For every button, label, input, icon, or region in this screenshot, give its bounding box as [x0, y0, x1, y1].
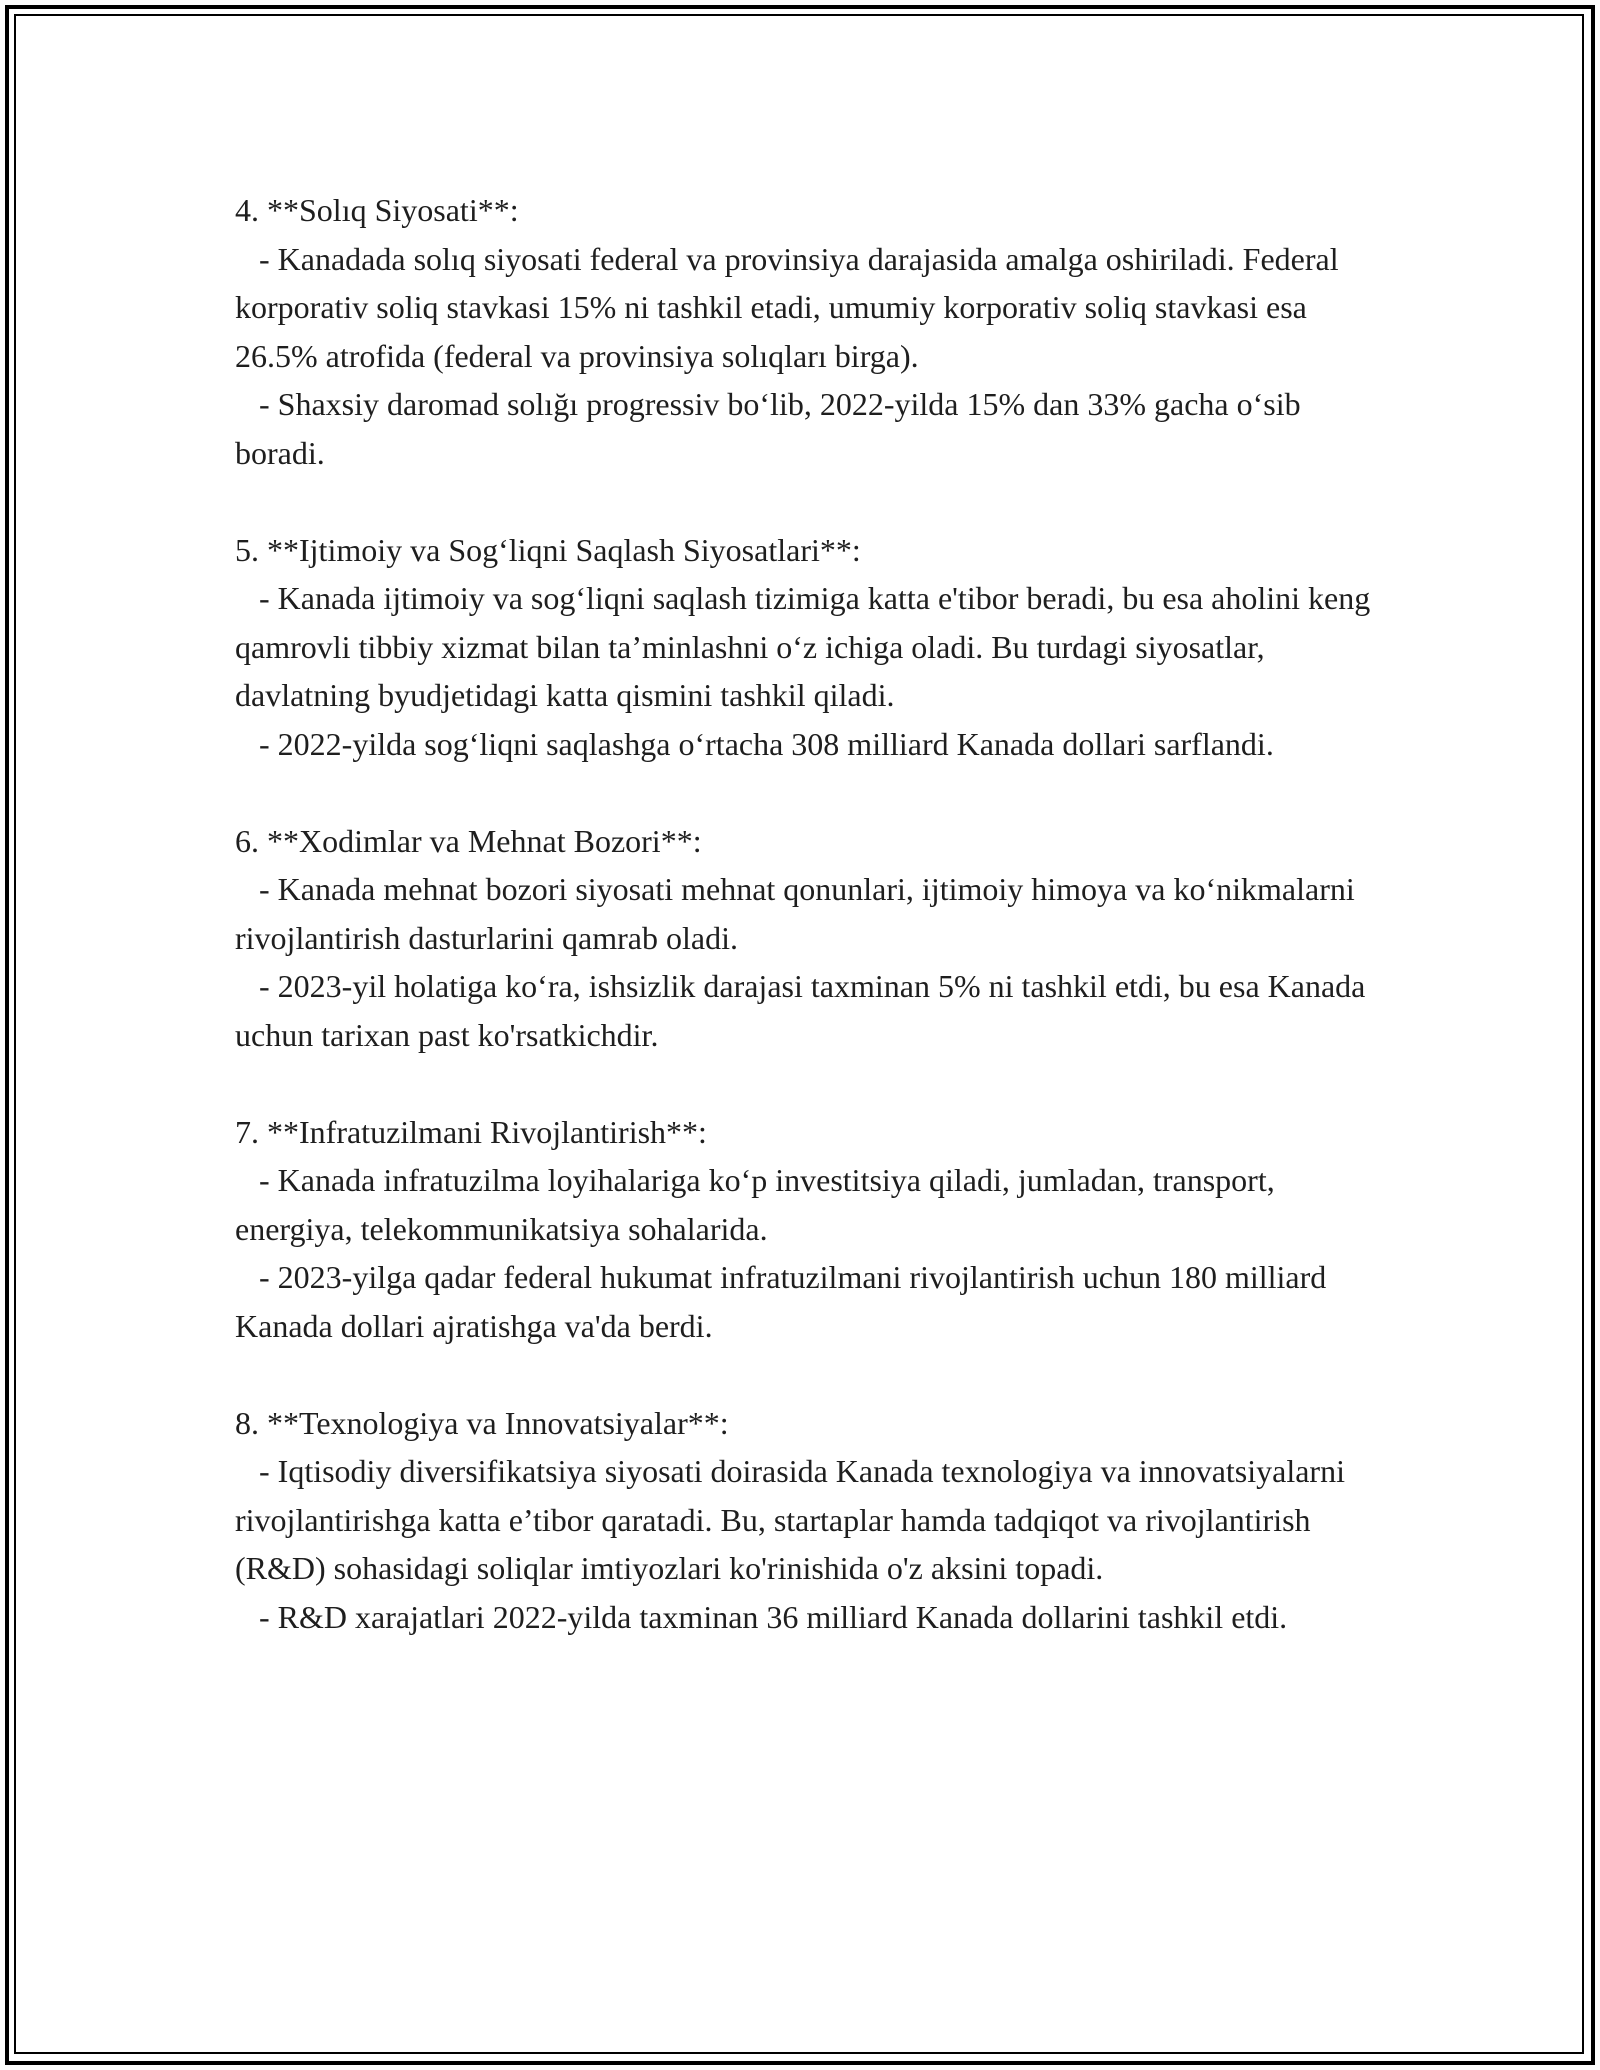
section-heading: 8. **Texnologiya va Innovatsiyalar**: — [235, 1404, 729, 1441]
section-paragraph: - Iqtisodiy diversifikatsiya siyosati doirasida Kanada texnologiya va innovatsiyalarni rivojlantirishga katta e’tibor qaratadi. Bu, startaplar hamda tadqiqot va rivojlantirish (R&D) sohasidagi soliqlar imtiyozlari ko'rinishida o'z aksini topadi. — [235, 1453, 1353, 1586]
section-paragraph: - 2023-yil holatiga ko‘ra, ishsizlik darajasi taxminan 5% ni tashkil etdi, bu esa Kanada uchun tarixan past ko'rsatkichdir. — [235, 968, 1374, 1053]
section-mehnat-bozori — [235, 817, 1375, 1060]
section-texnologiya — [235, 1399, 1375, 1642]
section-infratuzilma — [235, 1108, 1375, 1351]
section-ijtimoiy-soglik — [235, 526, 1379, 769]
section-paragraph: - 2022-yilda sog‘liqni saqlashga o‘rtacha 308 milliard Kanada dollari sarflandi. — [235, 725, 1274, 762]
section-paragraph: - Shaxsiy daromad solığı progressiv bo‘lib, 2022-yilda 15% dan 33% gacha o‘sib boradi. — [235, 386, 1309, 471]
section-heading: 5. **Ijtimoiy va Sog‘liqni Saqlash Siyosatlari**: — [235, 531, 861, 568]
section-heading: 4. **Solıq Siyosati**: — [235, 192, 519, 228]
section-paragraph: - 2023-yilga qadar federal hukumat infratuzilmani rivojlantirish uchun 180 milliard Kanada dollari ajratishga va'da berdi. — [235, 1259, 1335, 1344]
section-paragraph: - Kanada ijtimoiy va sog‘liqni saqlash tizimiga katta e'tibor beradi, bu esa aholini keng qamrovli tibbiy xizmat bilan ta’minlashni o‘z ichiga oladi. Bu turdagi siyosatlar, davlatning byudjetidagi katta qismini tashkil qiladi. — [235, 580, 1379, 713]
section-paragraph: - Kanada mehnat bozori siyosati mehnat qonunlari, ijtimoiy himoya va ko‘nikmalarni rivojlantirish dasturlarini qamrab oladi. — [235, 871, 1363, 956]
section-paragraph: - Kanada infratuzilma loyihalariga ko‘p investitsiya qiladi, jumladan, transport, energiya, telekommunikatsiya sohalarida. — [235, 1162, 1283, 1247]
section-paragraph: - Kanadada solıq siyosati federal va provinsiya darajasida amalga oshiriladi. Federal korporativ soliq stavkasi 15% ni tashkil etadi, umumiy korporativ soliq stavkasi esa 26.5% atrofida (federal va provinsiya solıqları birga). — [235, 240, 1347, 374]
document-body — [235, 186, 1379, 1641]
section-soliq-siyosati — [235, 186, 1375, 477]
section-heading: 7. **Infratuzilmani Rivojlantirish**: — [235, 1113, 707, 1150]
section-paragraph: - R&D xarajatlari 2022-yilda taxminan 36 milliard Kanada dollarini tashkil etdi. — [235, 1598, 1288, 1635]
section-heading: 6. **Xodimlar va Mehnat Bozori**: — [235, 822, 702, 859]
